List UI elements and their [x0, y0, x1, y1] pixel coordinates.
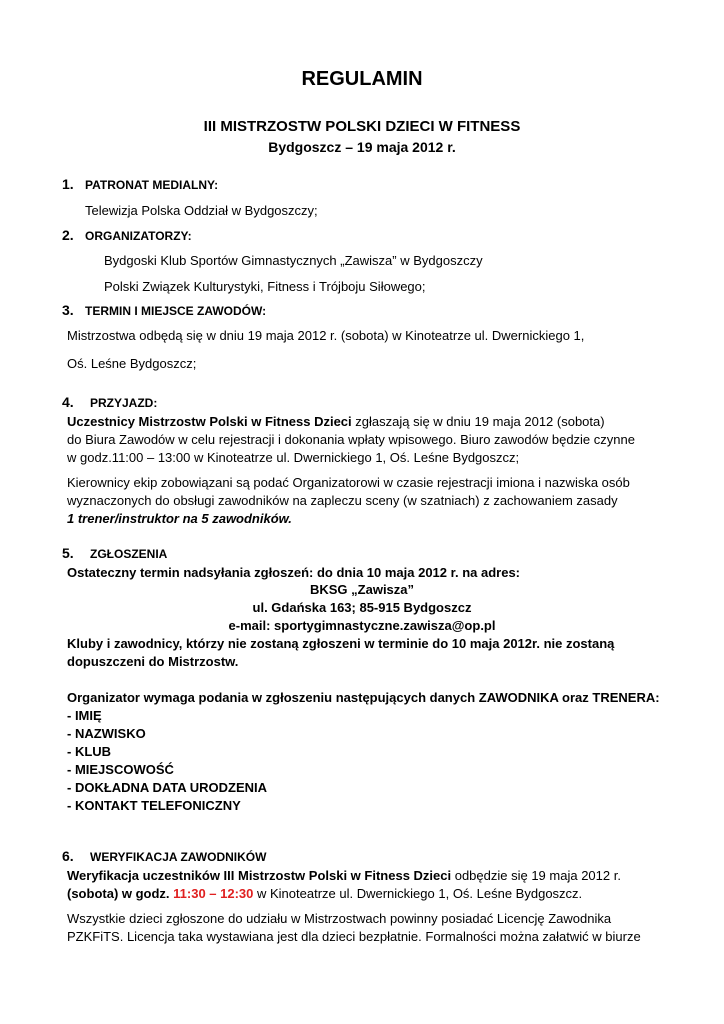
section-6-line-3: Wszystkie dzieci zgłoszone do udziału w Mistrzostwach powinny posiadać Licencję Zawodnika [67, 911, 612, 926]
section-6-line-2 [67, 885, 582, 903]
section-1-text: Telewizja Polska Oddział w Bydgoszczy; [85, 203, 318, 218]
section-6-line-2-bold: (sobota) w godz. [67, 886, 174, 901]
section-5-number: 5. [62, 545, 74, 561]
list-item: - KLUB [67, 744, 112, 759]
section-4-number: 4. [62, 394, 74, 410]
section-4-p2-rule: 1 trener/instruktor na 5 zawodników. [67, 511, 292, 526]
verification-time: 11:30 – 12:30 [173, 886, 254, 901]
section-3-text-line-2: Oś. Leśne Bydgoszcz; [67, 356, 197, 371]
section-2-heading: ORGANIZATORZY: [85, 229, 192, 243]
section-3-number: 3. [62, 302, 74, 318]
address-email[interactable]: e-mail: sportygimnastyczne.zawisza@op.pl [228, 618, 496, 633]
section-2-number: 2. [62, 227, 74, 243]
section-5-warning-line-2: dopuszczeni do Mistrzostw. [67, 654, 239, 669]
address-name: BKSG „Zawisza” [309, 582, 415, 597]
list-item: - IMIĘ [67, 708, 102, 723]
section-5-deadline: Ostateczny termin nadsyłania zgłoszeń: do dnia 10 maja 2012 r. na adres: [67, 565, 521, 580]
section-1-number: 1. [62, 176, 74, 192]
event-date-line: Bydgoszcz – 19 maja 2012 r. [268, 139, 456, 155]
section-4-p2-line-2: wyznaczonych do obsługi zawodników na zapleczu sceny (w szatniach) z zachowaniem zasady [67, 493, 618, 508]
section-4-p2-line-1: Kierownicy ekip zobowiązani są podać Organizatorowi w czasie rejestracji imiona i nazwiska osób [67, 475, 630, 490]
section-1-heading: PATRONAT MEDIALNY: [85, 178, 219, 192]
list-item: - MIEJSCOWOŚĆ [67, 762, 174, 777]
section-4-p1-rest: zgłaszają się w dniu 19 maja 2012 (sobota) [351, 414, 605, 429]
section-6-number: 6. [62, 848, 74, 864]
section-3-heading: TERMIN I MIEJSCE ZAWODÓW: [85, 304, 267, 318]
section-6-line-1-bold: Weryfikacja uczestników III Mistrzostw Polski w Fitness Dzieci [67, 868, 452, 883]
section-6-line-1-rest: odbędzie się 19 maja 2012 r. [451, 868, 621, 883]
section-4-p1-bold: Uczestnicy Mistrzostw Polski w Fitness Dzieci [67, 414, 352, 429]
section-6-line-1 [67, 867, 621, 885]
section-4-heading: PRZYJAZD: [90, 396, 158, 410]
section-4-p1-line-3: w godz.11:00 – 13:00 w Kinoteatrze ul. Dwernickiego 1, Oś. Leśne Bydgoszcz; [67, 450, 520, 465]
organizer-2: Polski Związek Kulturystyki, Fitness i Trójboju Siłowego; [104, 279, 426, 294]
organizer-1: Bydgoski Klub Sportów Gimnastycznych „Zawisza” w Bydgoszczy [104, 253, 483, 268]
document-title: REGULAMIN [301, 68, 423, 90]
section-5-required-data: Organizator wymaga podania w zgłoszeniu następujących danych ZAWODNIKA oraz TRENERA: [67, 690, 660, 705]
list-item: - DOKŁADNA DATA URODZENIA [67, 780, 268, 795]
section-3-text-line-1: Mistrzostwa odbędą się w dniu 19 maja 2012 r. (sobota) w Kinoteatrze ul. Dwernickiego 1, [67, 328, 585, 343]
section-4-p1-line-2: do Biura Zawodów w celu rejestracji i dokonania wpłaty wpisowego. Biuro zawodów będzie czynne [67, 432, 635, 447]
address-street: ul. Gdańska 163; 85-915 Bydgoszcz [252, 600, 472, 615]
section-6-line-4: PZKFiTS. Licencja taka wystawiana jest dla dzieci bezpłatnie. Formalności można załatwić w biurze [67, 929, 641, 944]
list-item: - NAZWISKO [67, 726, 146, 741]
section-5-warning-line-1: Kluby i zawodnicy, którzy nie zostaną zgłoszeni w terminie do 10 maja 2012r. nie zostaną [67, 636, 615, 651]
list-item: - KONTAKT TELEFONICZNY [67, 798, 241, 813]
section-6-line-2-rest: w Kinoteatrze ul. Dwernickiego 1, Oś. Leśne Bydgoszcz. [253, 886, 583, 901]
section-5-heading: ZGŁOSZENIA [90, 547, 168, 561]
document-subtitle: III MISTRZOSTW POLSKI DZIECI W FITNESS [203, 118, 521, 135]
section-4-p1-line-1 [67, 413, 605, 431]
section-6-heading: WERYFIKACJA ZAWODNIKÓW [90, 850, 267, 864]
